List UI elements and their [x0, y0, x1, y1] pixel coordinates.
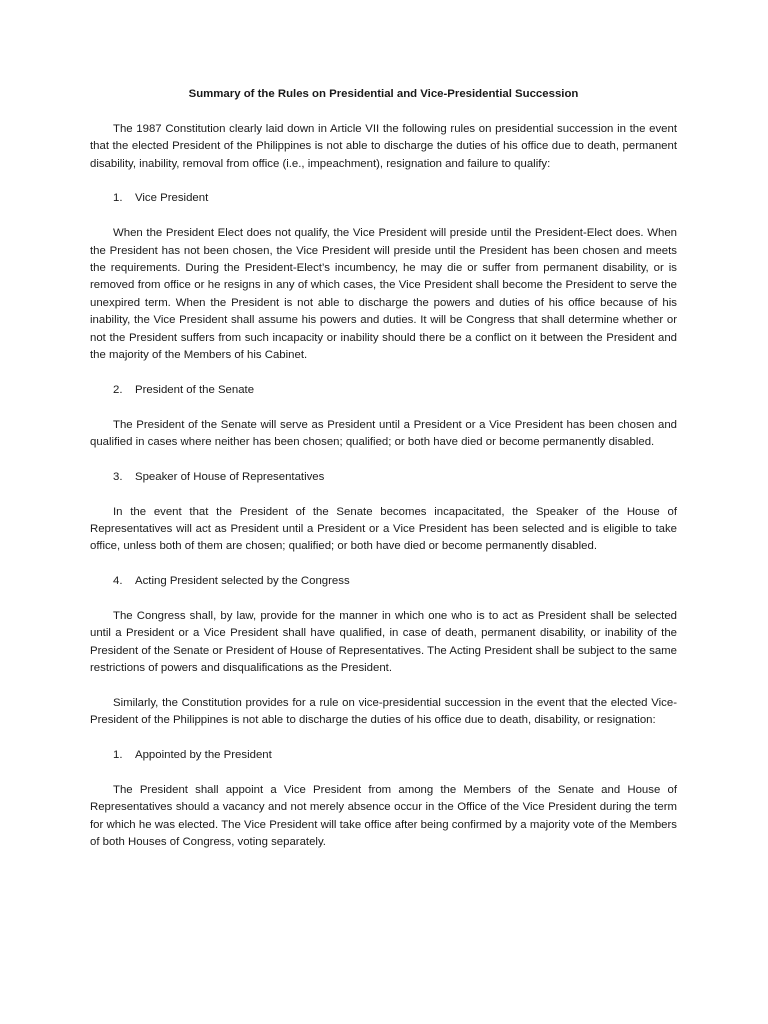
list-item-number: 4. — [113, 575, 123, 588]
list-item-paragraph: The President of the Senate will serve as President until a President or a Vice President has been chosen and qualified in cases where neither has been chosen; qualified; or both have died or become permanently disabled. — [90, 418, 677, 449]
list-item-heading — [90, 573, 677, 590]
list-item-title: Vice President — [135, 192, 209, 205]
list-item-paragraph: The President shall appoint a Vice President from among the Members of the Senate and House of Representatives should a vacancy and not merely absence occur in the Office of the Vice President during the term for which he was elected. The Vice President will take office after being confirmed by a majority vote of the Members of both Houses of Congress, voting separately. — [90, 784, 677, 849]
document-page — [90, 86, 677, 869]
list-item-heading — [90, 190, 677, 207]
list-item-number: 2. — [113, 383, 123, 396]
list-item-title: Appointed by the President — [135, 749, 272, 762]
intro-paragraph: The 1987 Constitution clearly laid down in Article VII the following rules on presidential succession in the event that the elected President of the Philippines is not able to discharge the duties of his office due to death, permanent disability, inability, removal from office (i.e., impeachment), resignation and failure to qualify: — [90, 122, 677, 170]
list-item-heading — [90, 382, 677, 399]
list-item-title: Acting President selected by the Congress — [135, 575, 350, 588]
list-item-paragraph: In the event that the President of the Senate becomes incapacitated, the Speaker of the House of Representatives will act as President until a President or a Vice President has been selected and is eligible to take office, unless both of them are chosen; qualified; or both have died or become permanently disabled. — [90, 505, 677, 553]
vp-intro-paragraph: Similarly, the Constitution provides for a rule on vice-presidential succession in the event that the elected Vice-President of the Philippines is not able to discharge the duties of his office due to death, disability, or resignation: — [90, 697, 677, 727]
list-item-title: Speaker of House of Representatives — [135, 470, 325, 483]
list-item-paragraph: When the President Elect does not qualify, the Vice President will preside until the President-Elect does. When the President has not been chosen, the Vice President will preside until the President has been chosen and meets the requirements. During the President-Elect’s incumbency, he may die or suffer from permanent disability, or is removed from office or he resigns in any of which cases, the Vice President shall become the President to serve the unexpired term. When the President is not able to discharge the powers and duties of his office because of his inability, the Vice President shall assume his powers and duties. It will be Congress that shall determine whether or not the President suffers from such incapacity or inability should there be a conflict on it between the President and the majority of the Members of his Cabinet. — [90, 227, 677, 362]
list-item-heading — [90, 469, 677, 486]
list-item-number: 3. — [113, 470, 123, 483]
list-item-number: 1. — [113, 192, 123, 205]
list-item-number: 1. — [113, 749, 123, 762]
list-item-paragraph: The Congress shall, by law, provide for the manner in which one who is to act as President shall be selected until a President or a Vice President shall have qualified, in case of death, permanent disability, or inability of the President of the Senate or President of House of Representatives. The Acting President shall be subject to the same restrictions of powers and disqualifications as the President. — [90, 610, 677, 675]
list-item-heading — [90, 747, 677, 764]
list-item-title: President of the Senate — [135, 383, 255, 396]
document-title: Summary of the Rules on Presidential and Vice-Presidential Succession — [188, 88, 579, 100]
